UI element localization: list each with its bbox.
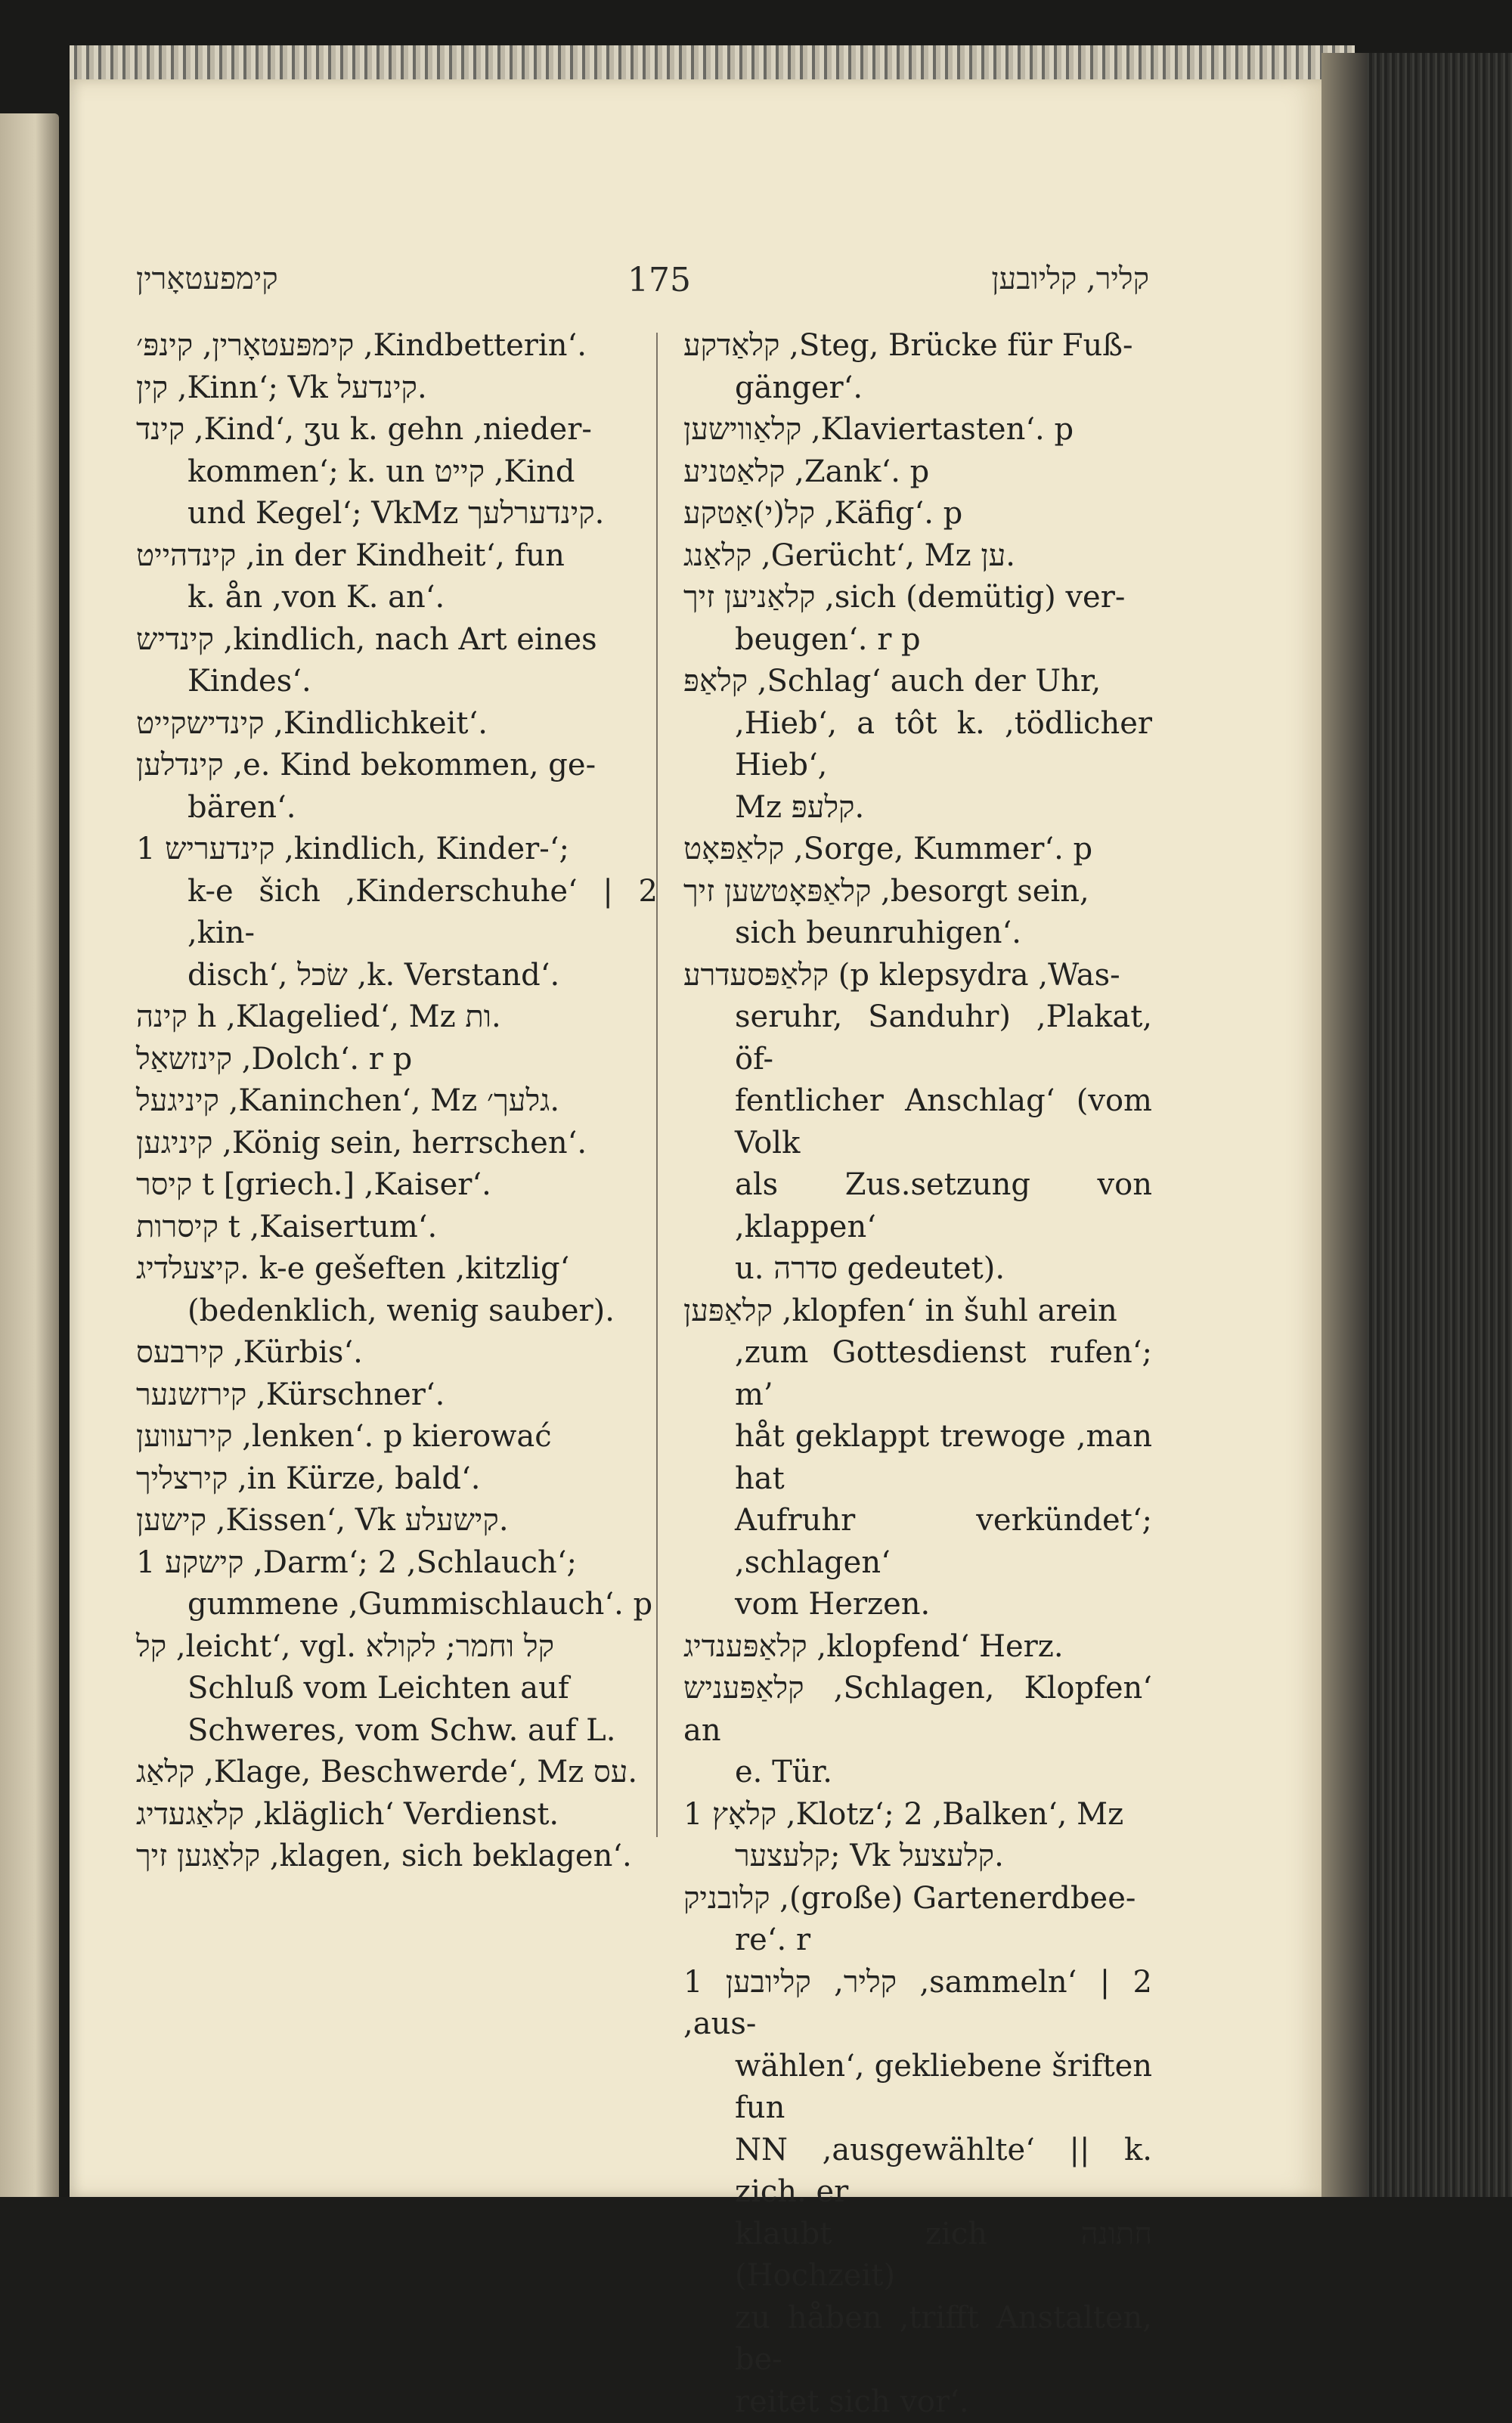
entry-continuation: ,zum Gottesdienst rufen‘; m’ xyxy=(683,1332,1152,1416)
entry-continuation: k-e šich ,Kinderschuhe‘ | 2 ,kin- xyxy=(136,871,658,955)
dictionary-entry xyxy=(683,955,1152,1291)
entry-continuation: Schluß vom Leichten auf xyxy=(136,1668,658,1710)
dictionary-entry xyxy=(683,1878,1152,1962)
book-fore-edge xyxy=(1321,53,1512,2197)
entry-headline: קינד ,Kind‘, ʒu k. gehn ,nieder- xyxy=(136,409,658,451)
entry-headline: קלאַפּאָטשען זיך ,besorgt sein, xyxy=(683,871,1152,913)
entry-continuation: sich beunruhigen‘. xyxy=(683,912,1152,955)
entry-continuation: ,Hieb‘, a tôt k. ,tödlicher Hieb‘, xyxy=(683,703,1152,787)
dictionary-entry xyxy=(136,367,658,410)
entry-headline: קלאַפּסעדרע (p klepsydra ,Was- xyxy=(683,955,1152,997)
entry-headline: קלאַג ,Klage, Beschwerde‘, Mz עס. xyxy=(136,1752,658,1794)
dictionary-entry xyxy=(136,1164,658,1207)
entry-headline: קלאַדקע ,Steg, Brücke für Fuß- xyxy=(683,325,1152,367)
dictionary-entry xyxy=(136,1458,658,1501)
left-column xyxy=(136,325,658,1878)
entry-continuation: fentlicher Anschlag‘ (vom Volk xyxy=(683,1080,1152,1164)
entry-headline: קלאַפּ ,Schlag‘ auch der Uhr, xyxy=(683,661,1152,703)
entry-continuation: als Zus.setzung von ,klappen‘ xyxy=(683,1164,1152,1248)
dictionary-entry xyxy=(683,661,1152,829)
entry-continuation: vom Herzen. xyxy=(683,1584,1152,1626)
dictionary-entry xyxy=(683,1626,1152,1669)
entry-headline: קלאַגעדיג ,kläglich‘ Verdienst. xyxy=(136,1794,658,1836)
dictionary-entry xyxy=(683,493,1152,535)
entry-headline: קלאַניען זיך ,sich (demütig) ver- xyxy=(683,577,1152,619)
entry-continuation: bären‘. xyxy=(136,787,658,829)
entry-headline: קימפּעטאָרין, קינפּ׳ ,Kindbetterin‘. xyxy=(136,325,658,367)
entry-headline: קיסרות t ,Kaisertum‘. xyxy=(136,1207,658,1249)
dictionary-entry xyxy=(136,1500,658,1542)
entry-headline: קלאַפּעניש ,Schlagen, Klopfen‘ an xyxy=(683,1668,1152,1752)
dictionary-entry xyxy=(683,451,1152,494)
dictionary-entry xyxy=(683,325,1152,409)
entry-continuation: Schweres, vom Schw. auf L. xyxy=(136,1710,658,1752)
entry-continuation: håt geklappt trewoge ,man hat xyxy=(683,1416,1152,1500)
dictionary-entry xyxy=(683,829,1152,871)
entry-continuation: k. ån ,von K. an‘. xyxy=(136,577,658,619)
dictionary-entry xyxy=(683,409,1152,451)
dictionary-entry xyxy=(683,1962,1152,2423)
entry-continuation: reitet sich vor‘. xyxy=(683,2381,1152,2423)
entry-continuation: Kindes‘. xyxy=(136,661,658,703)
dictionary-entry xyxy=(136,1332,658,1374)
entry-headline: קין ,Kinn‘; Vk קינדעל. xyxy=(136,367,658,410)
entry-headline: קלאַפּען ,klopfen‘ in šuhl arein xyxy=(683,1291,1152,1333)
entry-headline: קלובניק ,(große) Gartenerdbee- xyxy=(683,1878,1152,1920)
entry-headline: קלאַפּאָט ,Sorge, Kummer‘. p xyxy=(683,829,1152,871)
dictionary-entry xyxy=(136,1374,658,1417)
entry-headline: קלאַנג ,Gerücht‘, Mz ען. xyxy=(683,535,1152,578)
entry-headline: קיצעלדיג. k-e gešeften ,kitzlig‘ xyxy=(136,1248,658,1291)
entry-headline: קליר, קליובען 1 ,sammeln‘ | 2 ,aus- xyxy=(683,1962,1152,2046)
dictionary-entry xyxy=(136,1626,658,1752)
entry-continuation: disch‘, שׂכל ,k. Verstand‘. xyxy=(136,955,658,997)
dictionary-entry xyxy=(136,535,658,619)
entry-headline: קינדהייט ,in der Kindheit‘, fun xyxy=(136,535,658,578)
entry-headline: קירבעס ,Kürbis‘. xyxy=(136,1332,658,1374)
entry-continuation: gänger‘. xyxy=(683,367,1152,410)
entry-headline: קלאַטניע ,Zank‘. p xyxy=(683,451,1152,494)
entry-headline: קירעווען ,lenken‘. p kierować xyxy=(136,1416,658,1458)
entry-continuation: zu håben ,trifft Anstalten, be- xyxy=(683,2298,1152,2381)
entry-headline: קישקע 1 ,Darm‘; 2 ,Schlauch‘; xyxy=(136,1542,658,1585)
entry-continuation: und Kegel‘; VkMz קינדערלעך. xyxy=(136,493,658,535)
entry-headline: קינדישקייט ,Kindlichkeit‘. xyxy=(136,703,658,745)
entry-continuation: seruhr, Sanduhr) ,Plakat, öf- xyxy=(683,996,1152,1080)
entry-headline: קל ,leicht‘, vgl. קל וחמר; לקולא xyxy=(136,1626,658,1669)
dictionary-entry xyxy=(136,619,658,703)
entry-headline: קיסר t [griech.] ,Kaiser‘. xyxy=(136,1164,658,1207)
header-right-word: קליר, קליובען xyxy=(991,261,1149,296)
right-column xyxy=(683,325,1152,2423)
entry-continuation: wählen‘, gekliebene šriften fun xyxy=(683,2046,1152,2130)
dictionary-entry xyxy=(136,1248,658,1332)
entry-headline: קירצליך ,in Kürze, bald‘. xyxy=(136,1458,658,1501)
entry-headline: קלאָץ 1 ,Klotz‘; 2 ,Balken‘, Mz xyxy=(683,1794,1152,1836)
dictionary-entry xyxy=(683,1668,1152,1794)
entry-headline: קירזשנער ,Kürschner‘. xyxy=(136,1374,658,1417)
dictionary-entry xyxy=(683,1794,1152,1878)
entry-continuation: gummene ,Gummischlauch‘. p xyxy=(136,1584,658,1626)
dictionary-entry xyxy=(136,745,658,829)
facing-page-edge xyxy=(0,113,59,2197)
entry-headline: קינזשאַל ,Dolch‘. r p xyxy=(136,1039,658,1081)
dictionary-entry xyxy=(136,829,658,996)
dictionary-entry xyxy=(136,1836,658,1878)
entry-headline: קינדיש ,kindlich, nach Art eines xyxy=(136,619,658,662)
entry-headline: קלאַווישען ,Klaviertasten‘. p xyxy=(683,409,1152,451)
entry-headline: קיניגען ,König sein, herrschen‘. xyxy=(136,1123,658,1165)
dictionary-entry xyxy=(136,1542,658,1626)
dictionary-entry xyxy=(136,1207,658,1249)
dictionary-entry xyxy=(136,1039,658,1081)
dictionary-entry xyxy=(136,1794,658,1836)
entry-headline: קינדלען ,e. Kind bekommen, ge- xyxy=(136,745,658,787)
entry-headline: קינדעריש 1 ,kindlich, Kinder-‘; xyxy=(136,829,658,871)
dictionary-entry xyxy=(683,577,1152,661)
entry-continuation: re‘. r xyxy=(683,1919,1152,1962)
header-left-word: קימפעטאָרין xyxy=(136,261,278,296)
dictionary-entry xyxy=(683,871,1152,955)
dictionary-entry xyxy=(136,1752,658,1794)
dictionary-entry xyxy=(136,996,658,1039)
entry-continuation: e. Tür. xyxy=(683,1752,1152,1794)
dictionary-entry xyxy=(136,325,658,367)
entry-continuation: Mz קלעפּ. xyxy=(683,787,1152,829)
dictionary-entry xyxy=(683,535,1152,578)
entry-continuation: Aufruhr verkündet‘; ,schlagen‘ xyxy=(683,1500,1152,1584)
entry-continuation: klaubt zich חתונה (Hochzeit) xyxy=(683,2214,1152,2298)
entry-continuation: beugen‘. r p xyxy=(683,619,1152,662)
entry-continuation: NN ,ausgewählte‘ || k. zich. er xyxy=(683,2130,1152,2214)
entry-headline: קישען ,Kissen‘, Vk קישעלע. xyxy=(136,1500,658,1542)
page-number: 175 xyxy=(627,261,691,299)
dictionary-entry xyxy=(136,409,658,535)
entry-continuation: (bedenklich, wenig sauber). xyxy=(136,1291,658,1333)
dictionary-entry xyxy=(683,1291,1152,1626)
entry-continuation: u. סדרה gedeutet). xyxy=(683,1248,1152,1291)
dictionary-entry xyxy=(136,1123,658,1165)
entry-headline: קלאַגען זיך ,klagen, sich beklagen‘. xyxy=(136,1836,658,1878)
entry-continuation: kommen‘; k. un קייט ,Kind xyxy=(136,451,658,494)
entry-headline: קינה h ,Klagelied‘, Mz ות. xyxy=(136,996,658,1039)
entry-headline: קל(י)אַטקע ,Käfig‘. p xyxy=(683,493,1152,535)
entry-headline: קיניגעל ,Kaninchen‘, Mz גלעך׳. xyxy=(136,1080,658,1123)
running-header xyxy=(136,261,1149,306)
entry-continuation: קלעצער; Vk קלעצעל. xyxy=(683,1836,1152,1878)
entry-headline: קלאַפּענדיג ,klopfend‘ Herz. xyxy=(683,1626,1152,1669)
dictionary-entry xyxy=(136,703,658,745)
dictionary-entry xyxy=(136,1080,658,1123)
dictionary-entry xyxy=(136,1416,658,1458)
